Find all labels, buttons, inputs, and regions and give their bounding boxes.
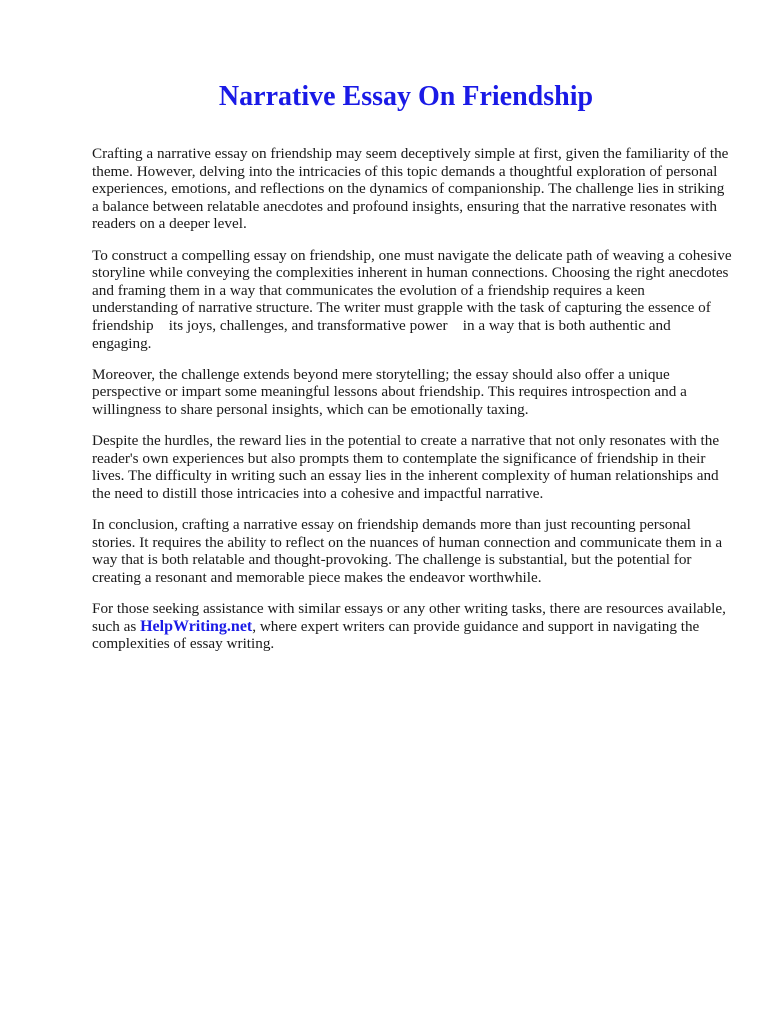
paragraph-1: Crafting a narrative essay on friendship may seem deceptively simple at first, given the familiarity of the theme. However, delving into the intricacies of this topic demands a thoughtful exploration of personal experiences, emotions, and reflections on the dynamics of companionship. The challenge lies in striking a balance between relatable anecdotes and profound insights, ensuring that the narrative resonates with readers on a deeper level.: [92, 145, 729, 233]
page-title: Narrative Essay On Friendship: [218, 81, 594, 112]
paragraph-6: [92, 600, 732, 653]
essay-body: [92, 145, 736, 666]
paragraph-3: Moreover, the challenge extends beyond mere storytelling; the essay should also offer a unique perspective or impart some meaningful lessons about friendship. This requires introspection and a willingness to share personal insights, which can be emotionally taxing.: [92, 365, 687, 418]
paragraph-4: Despite the hurdles, the reward lies in the potential to create a narrative that not only resonates with the reader's own experiences but also prompts them to contemplate the significance of friendship in their lives. The difficulty in writing such an essay lies in the inherent complexity of human relationships and the need to distill those intricacies into a cohesive and impactful narrative.: [92, 432, 720, 502]
helpwriting-link[interactable]: HelpWriting.net: [140, 617, 253, 635]
paragraph-6-after-link: , where expert writers can provide guidance and support in navigating the complexities of essay writing.: [92, 617, 700, 653]
paragraph-6-before-link: For those seeking assistance with similar essays or any other writing tasks, there are resources available, such as: [92, 600, 726, 635]
paragraph-2: To construct a compelling essay on friendship, one must navigate the delicate path of weaving a cohesive storyline while conveying the complexities inherent in human connections. Choosing the right anecdotes and framing them in a way that communicates the evolution of a friendship requires a keen understanding of narrative structure. The writer must grapple with the task of capturing the essence of friendship its joys, challenges, and transformative power in a way that is both authentic and engaging.: [92, 246, 736, 352]
paragraph-5: In conclusion, crafting a narrative essay on friendship demands more than just recounting personal stories. It requires the ability to reflect on the nuances of human connection and communicate them in a way that is both relatable and thought-provoking. The challenge is substantial, but the potential for creating a resonant and memorable piece makes the endeavor worthwhile.: [92, 516, 723, 586]
